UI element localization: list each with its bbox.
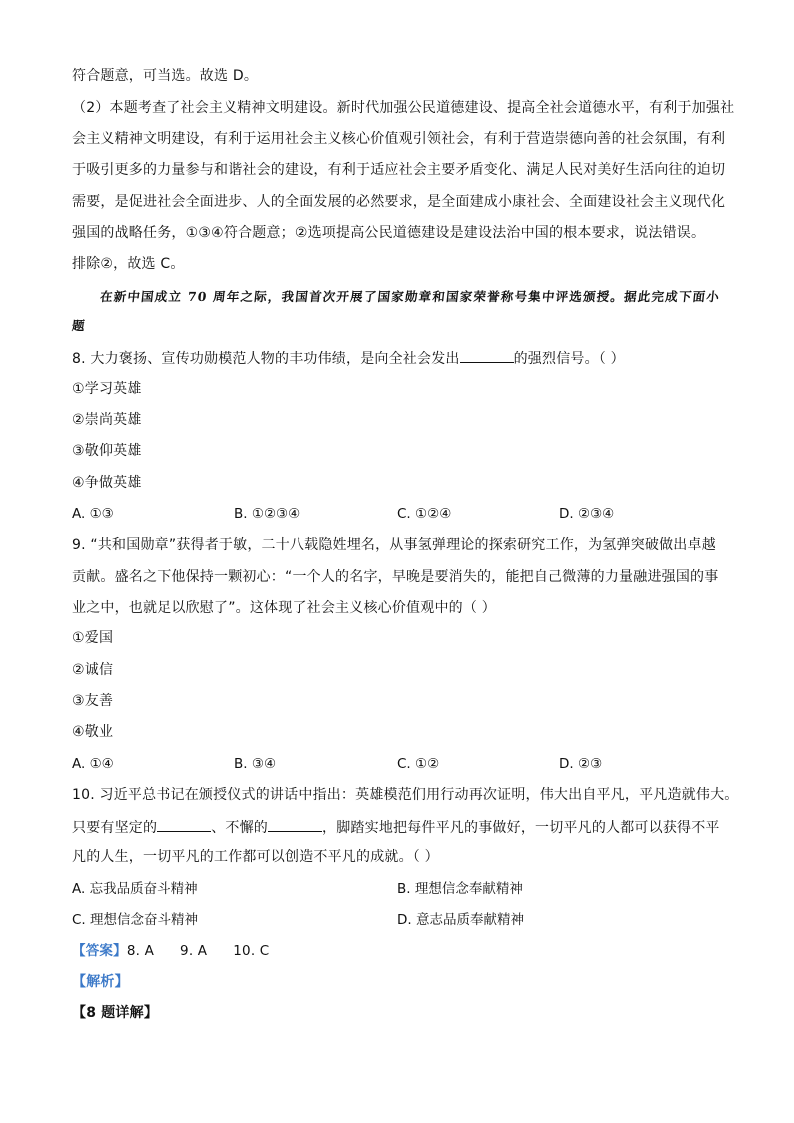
question-8-blank — [460, 347, 514, 363]
question-8-option-c: C. ①②④ — [397, 506, 452, 522]
question-9-option-d: D. ②③ — [559, 756, 603, 772]
analysis-label: 【解析】 — [72, 974, 129, 990]
answer-10: 10. C — [233, 943, 270, 959]
question-9-option-b: B. ③④ — [234, 756, 277, 772]
answer-8: 8. A — [126, 943, 155, 959]
question-8-item-1: ①学习英雄 — [72, 381, 142, 397]
question-10-option-c: C. 理想信念奋斗精神 — [72, 912, 199, 928]
prev-analysis-line-3: 会主义精神文明建设，有利于运用社会主义核心价值观引领社会，有利于营造崇德向善的社会氛围，有利 — [72, 131, 726, 147]
question-10-blank-2 — [268, 816, 322, 832]
question-9-line-3: 业之中，也就足以欣慰了”。这体现了社会主义核心价值观中的（ ） — [72, 600, 496, 616]
question-10-option-b: B. 理想信念奉献精神 — [397, 881, 523, 897]
question-9-option-a: A. ①④ — [72, 756, 114, 772]
question-9-line-1: 9. “共和国勋章”获得者于敏，二十八载隐姓埋名，从事氢弹理论的探索研究工作，为氢弹突破做出卓越 — [72, 537, 716, 553]
question-9-item-3: ③友善 — [72, 693, 114, 709]
question-8-stem-start: 8. 大力褒扬、宣传功勋模范人物的丰功伟绩，是向全社会发出 — [72, 351, 460, 367]
question-8-stem-end: 的强烈信号。（ ） — [513, 351, 625, 367]
question-9-item-2: ②诚信 — [72, 662, 114, 678]
prev-analysis-line-1: 符合题意，可当选。故选 D。 — [72, 68, 259, 84]
prev-analysis-line-6: 强国的战略任务，①③④符合题意；②选项提高公民道德建设是建设法治中国的根本要求，说法错误。 — [72, 225, 706, 241]
prev-analysis-line-2: （2）本题考查了社会主义精神文明建设。新时代加强公民道德建设、提高全社会道德水平，有利于加强社 — [72, 100, 735, 116]
question-8-item-3: ③敬仰英雄 — [72, 443, 142, 459]
question-8-stem — [72, 347, 625, 369]
question-8-item-4: ④争做英雄 — [72, 475, 142, 491]
section-intro-line-1: 在新中国成立 70 周年之际，我国首次开展了国家勋章和国家荣誉称号集中评选颁授。据此完成下面小 — [99, 289, 721, 304]
question-10-line-2-end: ，脚踏实地把每件平凡的事做好，一切平凡的人都可以获得不平 — [322, 820, 720, 836]
question-10-line-1: 10. 习近平总书记在颁授仪式的讲话中指出：英雄模范们用行动再次证明，伟大出自平凡，平凡造就伟大。 — [72, 787, 739, 803]
question-10-blank-1 — [157, 816, 211, 832]
question-10-line-2-start: 只要有坚定的 — [72, 820, 158, 836]
question-10-line-2 — [72, 816, 720, 838]
question-10-line-2-mid: 、不懈的 — [211, 820, 269, 836]
question-8-item-2: ②崇尚英雄 — [72, 412, 142, 428]
question-8-option-b: B. ①②③④ — [234, 506, 301, 522]
answer-line — [72, 941, 295, 961]
question-9-line-2: 贡献。盛名之下他保持一颗初心：“一个人的名字，早晚是要消失的，能把自己微薄的力量融进强国的事 — [72, 569, 719, 585]
question-9-item-4: ④敬业 — [72, 724, 114, 740]
analysis-heading — [72, 972, 129, 992]
question-8-option-a: A. ①③ — [72, 506, 114, 522]
question-10-option-d: D. 意志品质奉献精神 — [397, 912, 524, 928]
section-intro-line-2: 题 — [71, 318, 87, 333]
question-9-option-c: C. ①② — [397, 756, 440, 772]
question-8-option-d: D. ②③④ — [559, 506, 615, 522]
prev-analysis-line-7: 排除②，故选 C。 — [72, 256, 185, 272]
prev-analysis-line-4: 于吸引更多的力量参与和谐社会的建设，有利于适应社会主要矛盾变化、满足人民对美好生活向往的迫切 — [72, 162, 726, 178]
question-9-item-1: ①爱国 — [72, 630, 114, 646]
question-10-line-3: 凡的人生，一切平凡的工作都可以创造不平凡的成就。（ ） — [72, 849, 439, 865]
prev-analysis-line-5: 需要，是促进社会全面进步、人的全面发展的必然要求，是全面建成小康社会、全面建设社会主义现代化 — [72, 194, 726, 210]
detail-heading: 【8 题详解】 — [72, 1005, 159, 1021]
answer-label: 【答案】 — [72, 943, 127, 959]
question-10-option-a: A. 忘我品质奋斗精神 — [72, 881, 198, 897]
answer-9: 9. A — [180, 943, 208, 959]
